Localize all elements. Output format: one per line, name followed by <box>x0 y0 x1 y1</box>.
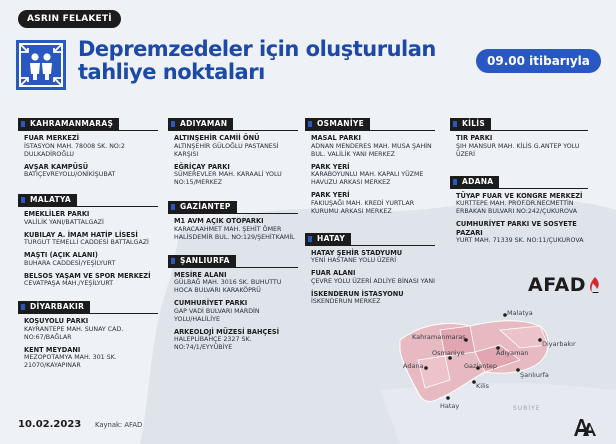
map-label-adana: Adana <box>403 362 424 370</box>
evacuation-point <box>311 163 435 188</box>
city-heading: DİYARBAKIR <box>18 301 90 313</box>
evacuation-point <box>24 272 158 289</box>
column-2 <box>168 111 298 356</box>
evacuation-point <box>174 217 298 242</box>
city-section <box>168 111 298 187</box>
map-label-sanliurfa: Şanlıurfa <box>520 371 549 379</box>
city-dot-hatay <box>446 396 450 400</box>
evacuation-point-name: ARKEOLOJİ MÜZESİ BAHÇESİ <box>174 327 280 336</box>
evacuation-point-name: MESİRE ALANI <box>174 270 227 279</box>
city-divider <box>18 313 158 314</box>
evacuation-point-name: FUAR MERKEZİ <box>24 134 80 142</box>
evacuation-point-address: HALEPLİBAHÇE 2327 SK. NO:74/1/EYYÜBİYE <box>174 336 252 351</box>
evacuation-point <box>24 210 158 227</box>
evacuation-point-name: EĞRİÇAY PARKI <box>174 162 230 171</box>
time-badge: 09.00 itibarıyla <box>476 49 601 73</box>
evacuation-point-address: ÇEVRE YOLU ÜZERİ ADLİYE BİNASI YANI <box>311 277 435 285</box>
evacuation-point <box>311 249 435 266</box>
map-label-osmaniye: Osmaniye <box>432 349 465 357</box>
city-section <box>168 248 298 353</box>
evacuation-point-address: KARACAAHMET MAH. ŞEHİT ÖMER HALİSDEMİR BUL. NO:129/ŞEHİTKAMİL <box>174 225 295 241</box>
evacuation-point-address: KAYRANTEPE MAH. SUNAY CAD. NO:67/BAĞLAR <box>24 325 124 341</box>
evacuation-point <box>174 163 298 188</box>
evacuation-point <box>174 134 298 159</box>
section-tag: ASRIN FELAKETİ <box>18 10 121 28</box>
evacuation-point-name: EMEKLİLER PARKI <box>24 210 90 218</box>
evacuation-point-address: KARABOYUNLU MAH. KAPALI YÜZME HAVUZU ARKASI MERKEZ <box>311 171 424 186</box>
evacuation-point <box>24 317 158 342</box>
map-label-adiyaman: Adıyaman <box>496 349 529 357</box>
evacuation-point-address: İSKENDERUN MERKEZ <box>311 298 381 305</box>
map-label-hatay: Hatay <box>440 402 460 410</box>
evacuation-point-address: GÜLBAĞ MAH. 3016 SK. BUHUTTU HOCA BULVARI KARAKÖPRÜ <box>174 279 282 294</box>
evacuation-point <box>174 271 298 296</box>
evacuation-point-name: HATAY ŞEHİR STADYUMU <box>311 248 403 257</box>
city-section <box>18 111 158 179</box>
evacuation-point-name: PARK YERİ <box>311 191 350 199</box>
evacuation-point-address: ALTINŞEHİR GÜLOĞLU PASTANESİ KARŞISI <box>174 142 279 158</box>
city-section <box>305 226 435 307</box>
evacuation-point-address: ŞIH MANSUR MAH. KİLİS G.ANTEP YOLU ÜZERİ <box>456 142 580 158</box>
evacuation-point-name: ALTINŞEHİR CAMİİ ÖNÜ <box>174 134 260 142</box>
evacuation-point <box>174 328 298 353</box>
city-section <box>168 194 298 242</box>
city-heading: KAHRAMANMARAŞ <box>18 118 119 130</box>
evacuation-point-address: FAKIUŞAĞI MAH. KREDİ YURTLAR KURUMU ARKASI MERKEZ <box>311 199 415 215</box>
evacuation-point <box>456 220 588 245</box>
aa-logo-icon <box>572 416 598 438</box>
evacuation-point <box>311 269 435 286</box>
evacuation-point <box>311 191 435 216</box>
map-label-malatya: Malatya <box>507 309 533 317</box>
evacuation-point <box>174 299 298 324</box>
evacuation-point-address: ADNAN MENDERES MAH. MUSA ŞAHİN BUL. VALİLİK YANI MERKEZ <box>311 142 432 158</box>
evacuation-point-address: KURTTEPE MAH. PROF.DR.NECMETTİN ERBAKAN BULVARI NO:242/ÇUKUROVA <box>456 200 578 215</box>
evacuation-point-address: VALİLİK YANI/BATTALGAZİ <box>24 218 104 226</box>
evacuation-point-address: GAP VADİ BULVARI MARDİN YOLU/HALİLİYE <box>174 307 260 323</box>
city-divider <box>450 188 588 189</box>
column-1 <box>18 111 158 374</box>
evacuation-point-address: MEZOPOTAMYA MAH. 301 SK. 21070/KAYAPINAR <box>24 354 117 369</box>
city-divider <box>168 213 298 214</box>
city-heading: KİLİS <box>450 118 491 130</box>
city-heading: ŞANLIURFA <box>168 255 236 267</box>
city-divider <box>305 245 435 246</box>
city-section <box>450 169 588 246</box>
evacuation-point-name: FUAR ALANI <box>311 269 356 277</box>
afad-logo <box>528 270 602 300</box>
city-divider <box>18 130 158 131</box>
evacuation-point-icon <box>16 40 66 90</box>
evacuation-point-address: BUHARA CADDESİ/YEŞİLYURT <box>24 259 116 267</box>
map-label-country-syria: SURİYE <box>513 405 541 412</box>
evacuation-point <box>24 134 158 159</box>
evacuation-point-name: PARK YERİ <box>311 162 350 171</box>
city-heading: HATAY <box>305 233 351 245</box>
evacuation-point <box>456 134 588 159</box>
evacuation-point-name: CUMHURİYET PARKI VE SOSYETE PAZARI <box>456 220 577 237</box>
source-label: Kaynak: AFAD <box>95 421 143 429</box>
evacuation-point-name: BELSOS YAŞAM VE SPOR MERKEZİ <box>24 271 151 280</box>
city-heading: OSMANİYE <box>305 118 370 130</box>
city-heading: GAZİANTEP <box>168 201 237 213</box>
evacuation-point-name: AVŞAR KAMPÜSÜ <box>24 162 89 171</box>
evacuation-point-name: KENT MEYDANI <box>24 345 81 354</box>
page-title <box>78 38 458 84</box>
city-heading: ADANA <box>450 176 499 188</box>
city-section <box>18 294 158 370</box>
map-label-kilis: Kilis <box>476 382 490 390</box>
city-divider <box>168 130 298 131</box>
evacuation-point-name: KOŞUYOLU PARKI <box>24 317 89 325</box>
evacuation-point-name: TIR PARKI <box>456 134 493 142</box>
evacuation-point-address: BATIÇEVREYOLU/ONİKİŞUBAT <box>24 171 116 178</box>
column-3 <box>305 111 435 310</box>
city-section <box>18 187 158 288</box>
evacuation-point-address: SÜMEREVLER MAH. KARAALİ YOLU NO:15/MERKEZ <box>174 171 282 186</box>
city-section <box>450 111 588 159</box>
map-label-diyarbakir: Diyarbakır <box>542 340 576 348</box>
evacuation-point-address: YURT MAH. 71339 SK. NO:11/ÇUKUROVA <box>456 237 584 244</box>
evacuation-point <box>24 251 158 268</box>
evacuation-point-name: KUBILAY A. İMAM HATİP LİSESİ <box>24 230 138 239</box>
city-dot-adana <box>424 366 428 370</box>
evacuation-point-name: TÜYAP FUAR VE KONGRE MERKEZİ <box>456 191 583 200</box>
city-divider <box>168 267 298 268</box>
afad-logo-mark-icon <box>588 276 602 294</box>
evacuation-point-name: MASAL PARKI <box>311 134 361 142</box>
evacuation-point <box>456 192 588 217</box>
evacuation-point-address: İSTASYON MAH. 78008 SK. NO:2 DULKADİROĞLU <box>24 142 125 158</box>
city-divider <box>450 130 588 131</box>
city-heading: MALATYA <box>18 194 77 206</box>
city-heading: ADIYAMAN <box>168 118 233 130</box>
date-label: 10.02.2023 <box>18 419 82 430</box>
map-label-gaziantep: Gaziantep <box>464 362 498 370</box>
evacuation-point-name: İSKENDERUN İSTASYONU <box>311 289 404 298</box>
city-section <box>305 111 435 216</box>
evacuation-point-name: MAŞTI (AÇIK ALANI) <box>24 251 98 259</box>
evacuation-point <box>311 134 435 159</box>
evacuation-point <box>311 290 435 307</box>
evacuation-point <box>24 346 158 371</box>
column-4 <box>450 111 588 249</box>
afad-logo-text: AFAD <box>528 274 586 296</box>
page-title-line-2: tahliye noktaları <box>78 60 265 84</box>
evacuation-point-address: TURGUT TEMELLİ CADDESİ BATTALGAZİ <box>24 239 149 246</box>
city-divider <box>18 206 158 207</box>
evacuation-point-address: CEVATPAŞA MAH./YEŞİLYURT <box>24 280 114 287</box>
evacuation-point <box>24 163 158 180</box>
evacuation-point <box>24 231 158 248</box>
page-title-line-1: Depremzedeler için oluşturulan <box>78 37 436 61</box>
map-label-kahramanmaras: Kahramanmaraş <box>412 333 466 341</box>
city-divider <box>305 130 435 131</box>
evacuation-point-address: YENİ HASTANE YOLU ÜZERİ <box>311 257 397 264</box>
evacuation-point-name: M1 AVM AÇIK OTOPARKI <box>174 217 264 225</box>
evacuation-point-name: CUMHURİYET PARKI <box>174 299 248 307</box>
